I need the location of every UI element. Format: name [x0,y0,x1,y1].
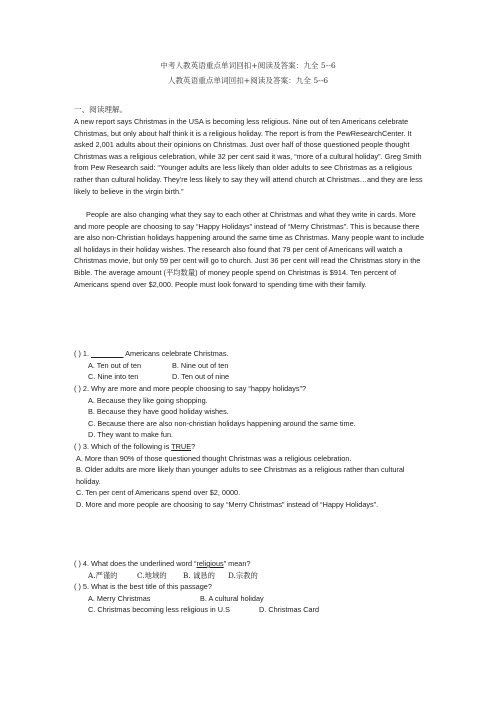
passage-paragraph-1: A new report says Christmas in the USA is becoming less religious. Nine out of ten Americans celebrate Christmas, but only about half think it is a religious holiday. The report is from the PewResearchCenter. It asked 2,001 adults about their opinions on Christmas. Just over half of those questioned people thought Christmas was a religious celebration, while 32 per cent said it was, “more of a cultural holiday”. Greg Smith from Pew Research said: “Younger adults are less likely than older adults to see Christmas as a religious rather than cultural holiday. They’re less likely to say they will attend church at Christmas…and they are less likely to believe in the virgin birth.” [74,117,423,196]
question-4-option-d: D.宗教的 [228,570,258,580]
answer-blank: ________ [91,349,124,358]
question-1-option-b: B. Nine out of ten [172,360,229,370]
question-5 [74,581,426,616]
question-1-options-row-2 [74,371,426,383]
section-heading: 一、阅读理解。 [74,105,128,114]
question-2-option-a: A. Because they like going shopping. [88,395,208,405]
question-1-option-a: A. Ten out of ten [88,360,142,370]
question-2 [74,383,426,441]
question-1-prefix: ( ) 1. [74,349,92,358]
question-1-stem-text: Americans celebrate Christmas. [123,349,229,358]
question-3-option-a: A. More than 90% of those questioned thought Christmas was a religious celebration. [76,453,352,463]
question-5-stem: ( ) 5. What is the best title of this passage? [74,582,212,591]
question-1-option-c: C. Nine into ten [88,372,139,382]
question-1 [74,348,426,383]
question-4-option-b: B. 诚恳的 [183,570,215,580]
question-3-stem [74,441,426,453]
question-5-option-d: D. Christmas Card [259,605,320,615]
question-1-option-d: D. Ten out of nine [172,372,230,382]
question-2-option-d: D. They want to make fun. [88,430,174,440]
document-title: 中考人教英语重点单词回扣+阅读及答案：九全 5--6 [160,61,336,70]
question-4-stem-text: ( ) 4. What does the underlined word “ [74,559,197,568]
underlined-word: TRUE [171,442,192,451]
question-2-stem: ( ) 2. Why are more and more people choosing to say “happy holidays”? [74,384,306,393]
question-4 [74,558,426,581]
document-subtitle: 人教英语重点单词回扣+阅读及答案：九全 5--6 [167,76,329,85]
question-1-stem [74,348,426,360]
question-4-options [74,570,426,582]
question-3 [74,441,426,511]
question-5-option-c: C. Christmas becoming less religious in U.S [88,605,230,615]
question-4-stem [74,558,426,570]
question-5-options-row-2 [74,604,426,616]
question-3-option-b: B. Older adults are more likely than younger adults to see Christmas as a religious rather than cultural holiday. [76,465,405,486]
question-3-option-d: D. More and more people are choosing to say “Merry Christmas” instead of “Happy Holidays”. [76,499,379,509]
question-3-stem-text: ( ) 3. Which of the following is [74,442,172,451]
question-4-option-a: A.严谨的 [88,570,118,580]
question-5-options-row-1 [74,593,426,605]
question-2-option-c: C. Because there are also non-christian holidays happening around the same time. [88,418,356,428]
question-4-option-c: C.地域的 [137,570,167,580]
question-4-stem-end: ” mean? [223,559,251,568]
question-3-option-c: C. Ten per cent of Americans spend over $2, 0000. [76,488,241,498]
underlined-word: religious [196,559,224,568]
question-5-option-b: B. A cultural holiday [200,593,264,603]
question-1-options-row-1 [74,360,426,372]
question-3-stem-end: ? [191,442,196,451]
passage-paragraph-2: People are also changing what they say to each other at Christmas and what they write in cards. More and more people are choosing to say “Happy Holidays” instead of “Merry Christmas”. This is because there are also non-Christian holidays happening around the same time as Christmas. Many people want to include all holidays in their holiday wishes. The research also found that 79 per cent of Americans will watch a Christmas movie, but only 59 per cent will go to church. Just 36 per cent will read the Christmas story in the Bible. The average amount (平均数量) of money people spend on Christmas is $914. Ten percent of Americans spend over $2,000. People must look forward to spending time with their family. [74,210,425,289]
question-2-option-b: B. Because they have good holiday wishes. [88,407,229,417]
question-5-option-a: A. Merry Christmas [88,593,151,603]
